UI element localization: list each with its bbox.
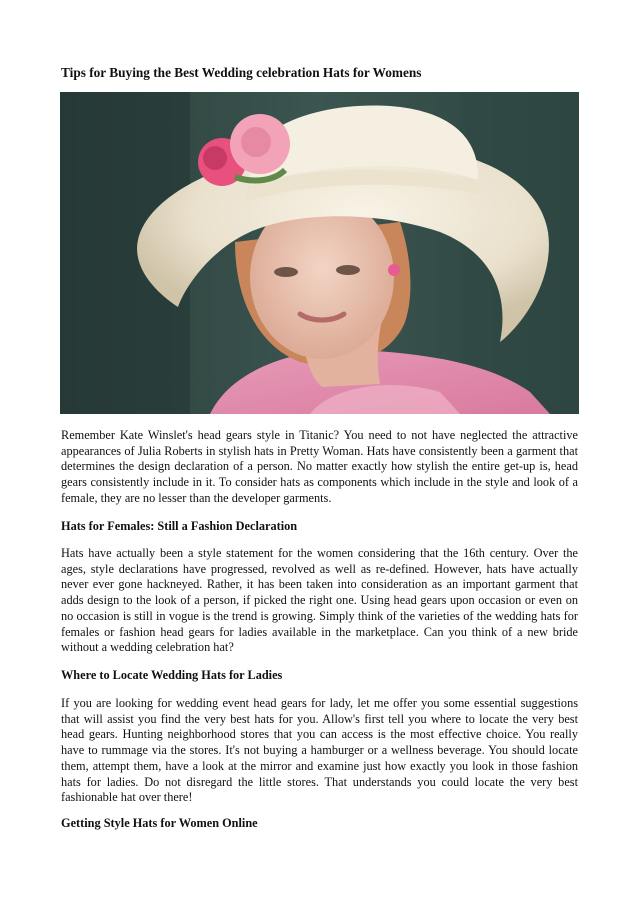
section-heading-online: Getting Style Hats for Women Online [61, 816, 258, 830]
section-heading-locate-hats: Where to Locate Wedding Hats for Ladies [61, 668, 283, 682]
section-heading-fashion-declaration: Hats for Females: Still a Fashion Declaration [61, 519, 298, 533]
section-body-locate-hats: If you are looking for wedding event head gears for lady, let me offer you some essential suggestions that will assist you find the very best hats for you. Allow's first tell you where to locate the very best head gears. Hunting neighborhood stores that you can access is the most effective choice. You really have to rummage via the stores. It's not buying a hamburger or a wellness beverage. You should locate them, attempt them, have a look at the mirror and examine just how exactly you look in those fashion hats for ladies. Do not disregard the little stores. That understands you could locate the very best fashionable hat over there! [61, 696, 578, 805]
section-body-fashion-declaration: Hats have actually been a style statement for the women considering that the 16th century. Over the ages, style declarations have progressed, revolved as well as re-defined. However, hats have actually never ever gone hackneyed. Rather, it has been taken into consideration as an important garment that adds design to the look of a person, if picked the right one. Using head gears upon occasion or even on no occasion is still in vogue is the trend is growing. Simply think of the varieties of the wedding hats for females or fashion head gears for ladies available in the marketplace. Can you think of a new bride without a wedding celebration hat? [61, 546, 578, 655]
hat-photo [60, 92, 579, 414]
document-title: Tips for Buying the Best Wedding celebration Hats for Womens [61, 65, 422, 80]
intro-paragraph: Remember Kate Winslet's head gears style in Titanic? You need to not have neglected the attractive appearances of Julia Roberts in stylish hats in Pretty Woman. Hats have consistently been a garment that determines the design declaration of a person. No matter exactly how stylish the entire get-up is, head gears consistently include in it. To consider hats as components which include in the style and look of a female, they are no lesser than the developer garments. [61, 428, 578, 505]
hat-photo-illustration [60, 92, 579, 414]
